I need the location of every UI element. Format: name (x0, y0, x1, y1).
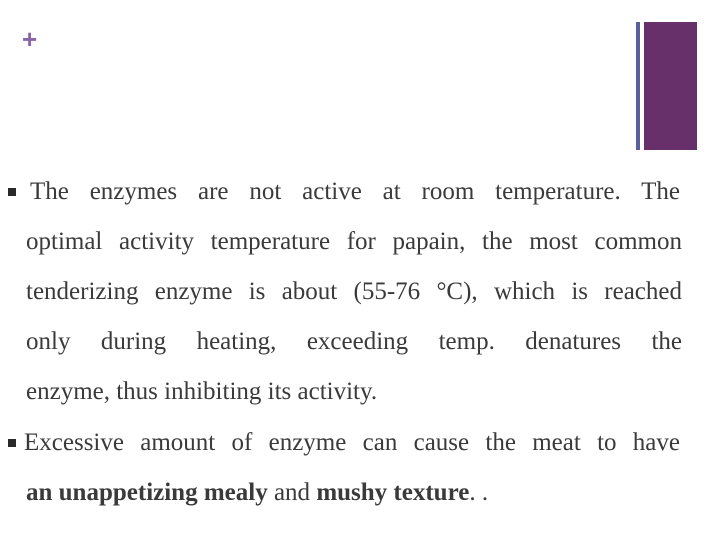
bullet-1-line-3: tenderizing enzyme is about (55-76 °C), which is reached (26, 278, 682, 305)
bold-phrase-mushy: mushy texture (316, 479, 470, 506)
bullet-2-line-1: Excessive amount of enzyme can cause the meat to have (24, 429, 680, 456)
bullet-1-line-5: enzyme, thus inhibiting its activity. (26, 378, 378, 405)
accent-bar-block (644, 22, 697, 150)
bullet-1-line-2: optimal activity temperature for papain, the most common (26, 228, 682, 255)
bullet-1-line-4: only during heating, exceeding temp. denatures the (26, 328, 682, 355)
accent-bar-thin (636, 22, 640, 150)
bullet-marker (8, 418, 21, 468)
bullet-2-line-2 (26, 468, 682, 518)
bullet-1-line-1: The enzymes are not active at room temperature. The (30, 178, 680, 205)
bold-phrase-mealy: an unappetizing mealy (26, 479, 268, 506)
plus-icon: + (22, 24, 38, 54)
trailing-text: . . (469, 479, 489, 506)
connector-text: and (267, 479, 317, 506)
bullet-marker (8, 167, 21, 217)
